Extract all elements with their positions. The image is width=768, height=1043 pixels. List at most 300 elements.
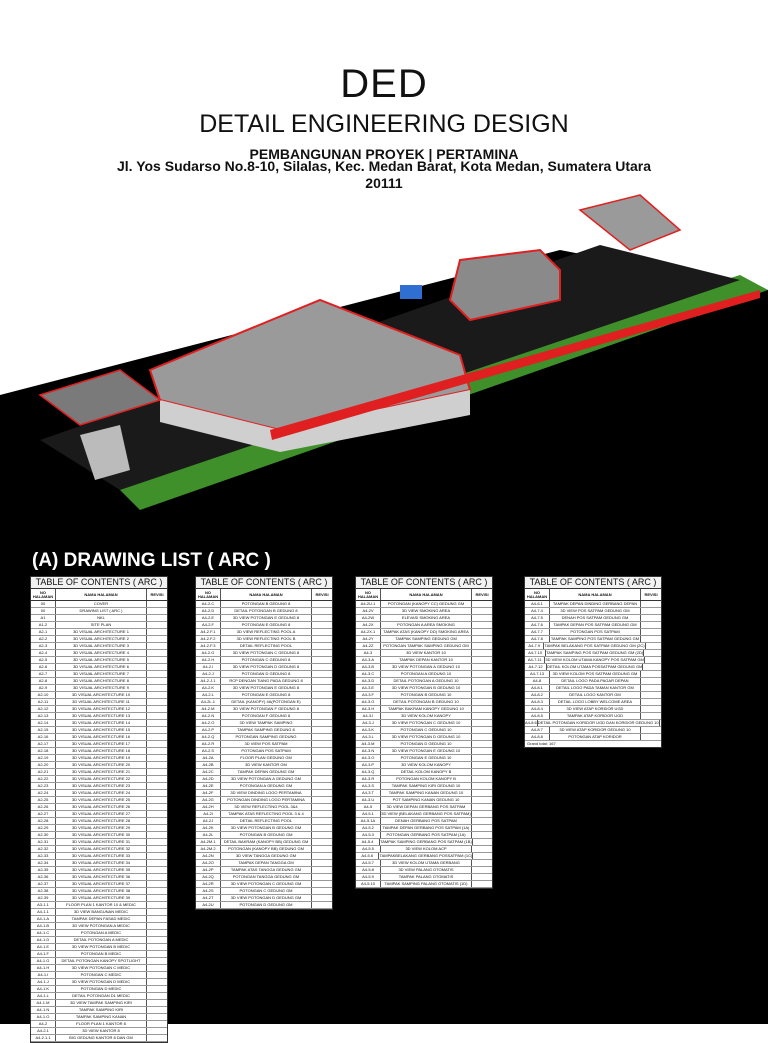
sheet-revision [472, 727, 492, 733]
toc-header-cell: NAMA HALAMAN [56, 589, 147, 600]
table-row [196, 804, 332, 811]
sheet-revision [312, 713, 332, 719]
sheet-revision [147, 685, 167, 691]
project-address: Jl. Yos Sudarso No.8-10, Silalas, Kec. Medan Barat, Kota Medan, Sumatera Utara [117, 158, 651, 174]
table-row [31, 979, 167, 986]
sheet-name: DETAIL REFLECTING POOL [221, 643, 312, 649]
sheet-number: A2-39 [31, 895, 56, 901]
toc-caption: TABLE OF CONTENTS ( ARC ) [356, 577, 492, 589]
sheet-number: A2-2 [31, 636, 56, 642]
table-row [31, 1028, 167, 1035]
table-row [31, 1007, 167, 1014]
toc-header [31, 589, 167, 601]
sheet-name: POTONGAN D MEDIC [56, 986, 147, 992]
table-row [525, 671, 661, 678]
sheet-number: A4-2P [196, 867, 221, 873]
sheet-number: A4-3.H [356, 706, 381, 712]
sheet-revision [472, 881, 492, 887]
table-row [196, 643, 332, 650]
sheet-name: 3D VIEW POTONGAN E GEDUNG 8 [221, 615, 312, 621]
project-name: PEMBANGUNAN PROYEK | PERTAMINA [249, 146, 519, 162]
table-row [31, 881, 167, 888]
sheet-name: ELEVASI SMOKING AREA [381, 615, 472, 621]
sheet-name: 3D VIEW TAMPAK SAMPING KIRI [56, 1000, 147, 1006]
sheet-name: TAMPAK SAMPING GEDUNG GM [381, 636, 472, 642]
sheet-revision [312, 902, 332, 908]
table-row [356, 678, 492, 685]
sheet-number: A4-8.3 [525, 699, 550, 705]
sheet-name: 3D VISUAL ARCHITECTURE 5 [56, 657, 147, 663]
sheet-revision [312, 748, 332, 754]
table-row [196, 601, 332, 608]
table-row [356, 657, 492, 664]
sheet-number: A4-2.C [196, 601, 221, 607]
sheet-name: 3D VISUAL ARCHITECTURE 38 [56, 888, 147, 894]
sheet-number: A4-3.N [356, 748, 381, 754]
sheet-name: DETAIL REFLECTING POOL [221, 818, 312, 824]
toc-header-cell: NO HALAMAN [196, 589, 221, 600]
sheet-name: 3D VISUAL ARCHITECTURE 16 [56, 734, 147, 740]
sheet-number: A2-3 [31, 643, 56, 649]
table-row [31, 958, 167, 965]
sheet-number: A2-32 [31, 846, 56, 852]
table-row [196, 839, 332, 846]
sheet-name: TAMPAK SAMPING KIRI GEDUNG 10 [381, 783, 472, 789]
sheet-number: 00 [31, 608, 56, 614]
table-row [31, 692, 167, 699]
table-row [356, 713, 492, 720]
table-row [356, 699, 492, 706]
sheet-number: A4-2.R [196, 741, 221, 747]
sheet-number: A4-3.O [356, 755, 381, 761]
sheet-number: A4-5.3 [356, 832, 381, 838]
sheet-name: TAMPAK BAKRAM KANOPY GEDUNG 10 [381, 706, 472, 712]
sheet-revision [147, 923, 167, 929]
sheet-revision [312, 853, 332, 859]
sheet-name: 3D VIEW POTONGAN C GEDUNG 8 [221, 650, 312, 656]
sheet-revision [147, 790, 167, 796]
sheet-number: A2-9 [31, 685, 56, 691]
table-row [356, 776, 492, 783]
table-row [356, 769, 492, 776]
sheet-number: A2-11 [31, 699, 56, 705]
table-row [196, 881, 332, 888]
sheet-name: TAMPAK SAMPING GERBANG POS SATPAM (1B) [380, 839, 472, 844]
sheet-number: A2-4 [31, 650, 56, 656]
sheet-revision [472, 657, 492, 663]
sheet-revision [147, 937, 167, 943]
table-row [356, 671, 492, 678]
sheet-name: POTONGAN B GEDUNG 8 [221, 601, 312, 607]
sheet-name: POTONGAN B GEDUNG GM [221, 832, 312, 838]
table-row [31, 923, 167, 930]
sheet-name: 3D VIEW ATAP KORIDOR UGD [550, 706, 641, 712]
table-row [525, 699, 661, 706]
table-row [196, 769, 332, 776]
sheet-name: POTONGAN POS SATPAM [550, 629, 641, 635]
sheet-revision [641, 678, 661, 684]
sheet-revision [641, 601, 661, 607]
table-row [31, 1021, 167, 1028]
sheet-number: A2-31 [31, 839, 56, 845]
sheet-number: A4-8.2 [525, 692, 550, 698]
sheet-number: A4-1.A [31, 916, 56, 922]
sheet-name: TAMPAK BELAKANG POS SATPAM GEDUNG GM (2C) [544, 643, 645, 648]
table-row [31, 972, 167, 979]
sheet-number: A4-3.I [356, 713, 381, 719]
sheet-number: A4-2X [356, 622, 381, 628]
sheet-number: A4-1.D [31, 937, 56, 943]
sheet-number: A4-2.L [196, 692, 221, 698]
sheet-revision [472, 706, 492, 712]
sheet-number: A4-3.M [356, 741, 381, 747]
toc-table [355, 576, 493, 889]
sheet-revision [147, 874, 167, 880]
sheet-name: TAMPAK ATAS TANGGA GEDUNG GM [221, 867, 312, 873]
table-row [356, 622, 492, 629]
sheet-revision [312, 629, 332, 635]
toc-header-cell: REVISI [644, 591, 658, 597]
table-row [525, 622, 661, 629]
sheet-revision [147, 776, 167, 782]
sheet-revision [312, 839, 332, 845]
table-row [31, 846, 167, 853]
sheet-number: A4-2.F.2 [196, 636, 221, 642]
table-row [31, 965, 167, 972]
sheet-name: 3D VIEW REFLECTING POOL 3&4 [221, 804, 312, 810]
table-row [525, 734, 661, 741]
table-row [356, 685, 492, 692]
table-row [356, 804, 492, 811]
table-row [196, 741, 332, 748]
table-row [196, 685, 332, 692]
sheet-number: A4-2F [196, 790, 221, 796]
sheet-revision [147, 692, 167, 698]
sheet-number: A4-2.Q [196, 734, 221, 740]
sheet-number: A4-1.J [31, 979, 56, 985]
table-row [196, 832, 332, 839]
sheet-name: POTONGAN A MEDIC [56, 930, 147, 936]
table-row [356, 825, 492, 832]
sheet-name: POTONGAN B GEDUNG 10 [381, 692, 472, 698]
sheet-number: A4-7.13 [525, 671, 550, 677]
table-row [356, 790, 492, 797]
sheet-name: POTONGAN (KANOPY CC) GEDUNG GM [381, 601, 472, 607]
sheet-number: A2-35 [31, 867, 56, 873]
table-row [31, 636, 167, 643]
sheet-name: POTONGAN F GEDUNG 8 [221, 713, 312, 719]
toc-header-cell: REVISI [315, 591, 329, 597]
sheet-name: 3D VISUAL ARCHITECTURE 28 [56, 818, 147, 824]
sheet-number: A4-2L [196, 832, 221, 838]
sheet-revision [472, 615, 492, 621]
sheet-name: 3D VIEW POTONGAN C GEDUNG 10 [381, 720, 472, 726]
table-row [31, 867, 167, 874]
table-row [31, 650, 167, 657]
sheet-revision [641, 734, 661, 740]
table-row [196, 874, 332, 881]
sheet-revision [147, 783, 167, 789]
table-row [31, 916, 167, 923]
sheet-number: A4-2I [196, 811, 221, 817]
sheet-name: POTONGAN (KANOPY BB) GEDUNG GM [221, 846, 312, 852]
sheet-revision [641, 727, 661, 733]
sheet-revision [646, 643, 661, 649]
sheet-revision [312, 776, 332, 782]
sheet-number: A4-3 [356, 650, 381, 656]
sheet-revision [147, 909, 167, 915]
sheet-revision [312, 685, 332, 691]
sheet-revision [147, 832, 167, 838]
sheet-revision [472, 762, 492, 768]
sheet-revision [147, 699, 167, 705]
toc-table [195, 576, 333, 910]
sheet-name: DENAH GERBANG POS SATPAM [381, 818, 472, 824]
sheet-number: A4-3.T [356, 790, 381, 796]
sheet-revision [147, 636, 167, 642]
table-row [525, 720, 661, 727]
sheet-name: 3D VISUAL ARCHITECTURE 17 [56, 741, 147, 747]
sheet-number: A4-5.1A [356, 818, 381, 824]
sheet-name: TAMPAK SAMPING KANAN GEDUNG 10 [381, 790, 472, 796]
sheet-name: 3D VIEW POTONGAN D MEDIC [56, 979, 147, 985]
sheet-name: 3D VIEW ATAP KORIDOR GEDUNG 10 [550, 727, 641, 733]
sheet-revision [472, 748, 492, 754]
sheet-number: A4-8.1 [525, 685, 550, 691]
sheet-name: 3D VISUAL ARCHITECTURE 10 [56, 692, 147, 698]
sheet-name: DETAIL POTONGAN A GEDUNG 10 [381, 678, 472, 684]
table-row [356, 629, 492, 636]
sheet-name: POTONGAN D GEDUNG 10 [381, 741, 472, 747]
sheet-name: 3D VISUAL ARCHITECTURE 15 [56, 727, 147, 733]
sheet-name: TAMPAK DEPAN DINDING GERBANG DEPAN [550, 601, 641, 607]
sheet-name: 3D VIEW POTONGAN D GEDUNG 10 [381, 734, 472, 740]
sheet-name: 3D VIEW POTONGAN E GEDUNG 8 [221, 685, 312, 691]
table-row [196, 664, 332, 671]
sheet-revision [312, 706, 332, 712]
sheet-name: 3D VIEW KOLOM ACP [381, 846, 472, 852]
sheet-name: TAMPAK DEPAN POS SATPAM GEDUNG GM [550, 622, 641, 628]
sheet-name: 3D VIEW POTONGAN B GEDUNG 10 [381, 685, 472, 691]
table-row [356, 797, 492, 804]
sheet-revision [641, 692, 661, 698]
sheet-name: POTONGAN D GEDUNG GM [221, 902, 312, 908]
table-row [31, 944, 167, 951]
sheet-revision [472, 797, 492, 803]
sheet-name: POTONGAN C GEDUNG 10 [381, 727, 472, 733]
drawing-list-section [0, 540, 768, 1040]
table-row [31, 608, 167, 615]
sheet-number: A4-1.I [31, 972, 56, 978]
sheet-number: A4-8.7 [525, 727, 550, 733]
sheet-revision [147, 657, 167, 663]
sheet-number: A1-2 [31, 622, 56, 628]
sheet-revision [472, 755, 492, 761]
table-row [196, 783, 332, 790]
sheet-revision [147, 678, 167, 684]
sheet-name: 3D VIEW POTONGAN D GEDUNG GM [221, 895, 312, 901]
sheet-revision [312, 636, 332, 642]
table-row [525, 727, 661, 734]
sheet-revision [641, 685, 661, 691]
table-row [196, 657, 332, 664]
sheet-number: A4-1.E [31, 944, 56, 950]
table-row [31, 615, 167, 622]
table-row [196, 699, 332, 706]
table-row [31, 1000, 167, 1007]
sheet-name: TAMPAK SAMPING POS SATPAM GEDUNG GM (2D) [546, 650, 644, 655]
sheet-name: POT SAMPING KANAN GEDUNG 10 [381, 797, 472, 803]
sheet-name: TAMPAK SAMPING KANAN [56, 1014, 147, 1020]
sheet-number: A4-2.I [196, 664, 221, 670]
sheet-revision [472, 832, 492, 838]
table-row [356, 846, 492, 853]
sheet-name: POTONGAN B MEDIC [56, 951, 147, 957]
sheet-number: A4-8.4 [525, 706, 550, 712]
sheet-number: A4-3.K [356, 727, 381, 733]
table-row [196, 902, 332, 909]
sheet-name: POTONGAN A GEDUNG 10 [381, 671, 472, 677]
sheet-name: RCP DENGAN TIANG PADA GEDUNG 8 [221, 678, 312, 684]
table-row [525, 650, 661, 657]
sheet-name: TAMPAK SAMPING KIRI [56, 1007, 147, 1013]
sheet-revision [147, 1000, 167, 1006]
table-row [525, 664, 661, 671]
sheet-number: A4-2K [196, 825, 221, 831]
sheet-name: 3D VIEW POTONGAN B MEDIC [56, 944, 147, 950]
sheet-number: A4-8 [525, 678, 550, 684]
sheet-revision [641, 622, 661, 628]
toc-table [524, 576, 662, 748]
sheet-name: TAMPAK SAMPING POS SATPAM GEDUNG GM [550, 636, 640, 641]
sheet-number: A4-3.D [356, 678, 381, 684]
sheet-revision [312, 783, 332, 789]
table-row [31, 951, 167, 958]
sheet-revision [147, 1021, 167, 1027]
sheet-number: A4-2.1.1 [31, 1035, 56, 1041]
sheet-revision [147, 601, 167, 607]
table-row [196, 860, 332, 867]
sheet-name: 3D VISUAL ARCHITECTURE 3 [56, 643, 147, 649]
table-row [31, 902, 167, 909]
sheet-revision [472, 860, 492, 866]
table-row [356, 860, 492, 867]
table-row [31, 839, 167, 846]
sheet-revision [147, 867, 167, 873]
sheet-number: A2-7 [31, 671, 56, 677]
sheet-number: A4-2.K [196, 685, 221, 691]
sheet-revision [147, 881, 167, 887]
sheet-number: A4-1.G [31, 958, 56, 964]
sheet-revision [643, 664, 661, 670]
sheet-number: A4-5.5 [356, 846, 381, 852]
sheet-number: A4-2U [196, 902, 221, 908]
sheet-revision [472, 804, 492, 810]
sheet-revision [312, 650, 332, 656]
sheet-revision [147, 965, 167, 971]
sheet-revision [147, 608, 167, 614]
table-row [31, 1014, 167, 1021]
sheet-number: A4-2.1 [31, 1028, 56, 1034]
table-row [31, 678, 167, 685]
table-row [356, 664, 492, 671]
sheet-revision [472, 825, 492, 831]
table-row [31, 797, 167, 804]
sheet-revision [312, 769, 332, 775]
sheet-revision [473, 839, 492, 845]
toc-header-cell: NAMA HALAMAN [221, 589, 312, 600]
sheet-name: 3D VISUAL ARCHITECTURE 22 [56, 776, 147, 782]
sheet-number: A4-7.11 [525, 657, 545, 663]
table-row [31, 818, 167, 825]
sheet-name: TAMPAK ATAS REFLECTING POOL 3 & 4 [221, 811, 312, 817]
sheet-name: TAMPAK DEPAN FASAD MEDIC [56, 916, 147, 922]
sheet-name: POTONGAN D GEDUNG 8 [221, 671, 312, 677]
table-row [525, 643, 661, 650]
sheet-name: 3D VISUAL ARCHITECTURE 35 [56, 867, 147, 873]
sheet-number: A2-30 [31, 832, 56, 838]
sheet-revision [147, 615, 167, 621]
sheet-revision [147, 895, 167, 901]
table-row [196, 608, 332, 615]
table-row [196, 790, 332, 797]
sheet-revision [641, 699, 661, 705]
toc-header-cell: REVISI [150, 591, 164, 597]
sheet-number: A4-2.S [196, 748, 221, 754]
table-row [31, 706, 167, 713]
sheet-revision [312, 762, 332, 768]
sheet-revision [472, 713, 492, 719]
sheet-name: TAMPAK DEPAN KANTOR 10 [381, 657, 472, 663]
sheet-number: A2-13 [31, 713, 56, 719]
sheet-revision [312, 678, 332, 684]
sheet-number: A4-7.6 [525, 622, 550, 628]
sheet-name: DETAIL POTONGAN A MEDIC [56, 937, 147, 943]
sheet-name: 3D VIEW REFLECTING POOL B [221, 636, 312, 642]
table-row [31, 629, 167, 636]
sheet-revision [147, 1035, 167, 1041]
sheet-number: A2-5 [31, 657, 56, 663]
sheet-revision [147, 664, 167, 670]
sheet-name: 3D VISUAL ARCHITECTURE 12 [56, 706, 147, 712]
sheet-number: A2-15 [31, 727, 56, 733]
sheet-number: A4-2L.1 [196, 699, 221, 705]
cover-title: DED [340, 62, 428, 106]
sheet-name: 3D VISUAL ARCHITECTURE 29 [56, 825, 147, 831]
sheet-number: A2-28 [31, 818, 56, 824]
sheet-number: A4-1.B [31, 923, 56, 929]
table-row [196, 818, 332, 825]
sheet-name: TAMPAK SAMPING GEDUNG 8 [221, 727, 312, 733]
table-row [31, 860, 167, 867]
sheet-revision [312, 804, 332, 810]
table-row [31, 769, 167, 776]
sheet-revision [147, 811, 167, 817]
sheet-name: POTONGAN ATAP KORIDOR [550, 734, 641, 740]
sheet-revision [645, 657, 661, 663]
toc-caption: TABLE OF CONTENTS ( ARC ) [196, 577, 332, 589]
sheet-revision [312, 727, 332, 733]
sheet-number: A4-1.F [31, 951, 56, 957]
sheet-revision [473, 853, 492, 859]
postal-code: 20111 [365, 175, 403, 191]
sheet-revision [472, 846, 492, 852]
sheet-revision [147, 958, 167, 964]
sheet-name: 3D VISUAL ARCHITECTURE 7 [56, 671, 147, 677]
table-row [525, 678, 661, 685]
sheet-name: 3D VIEW KOLOM KANOPY [381, 762, 472, 768]
table-row [356, 874, 492, 881]
